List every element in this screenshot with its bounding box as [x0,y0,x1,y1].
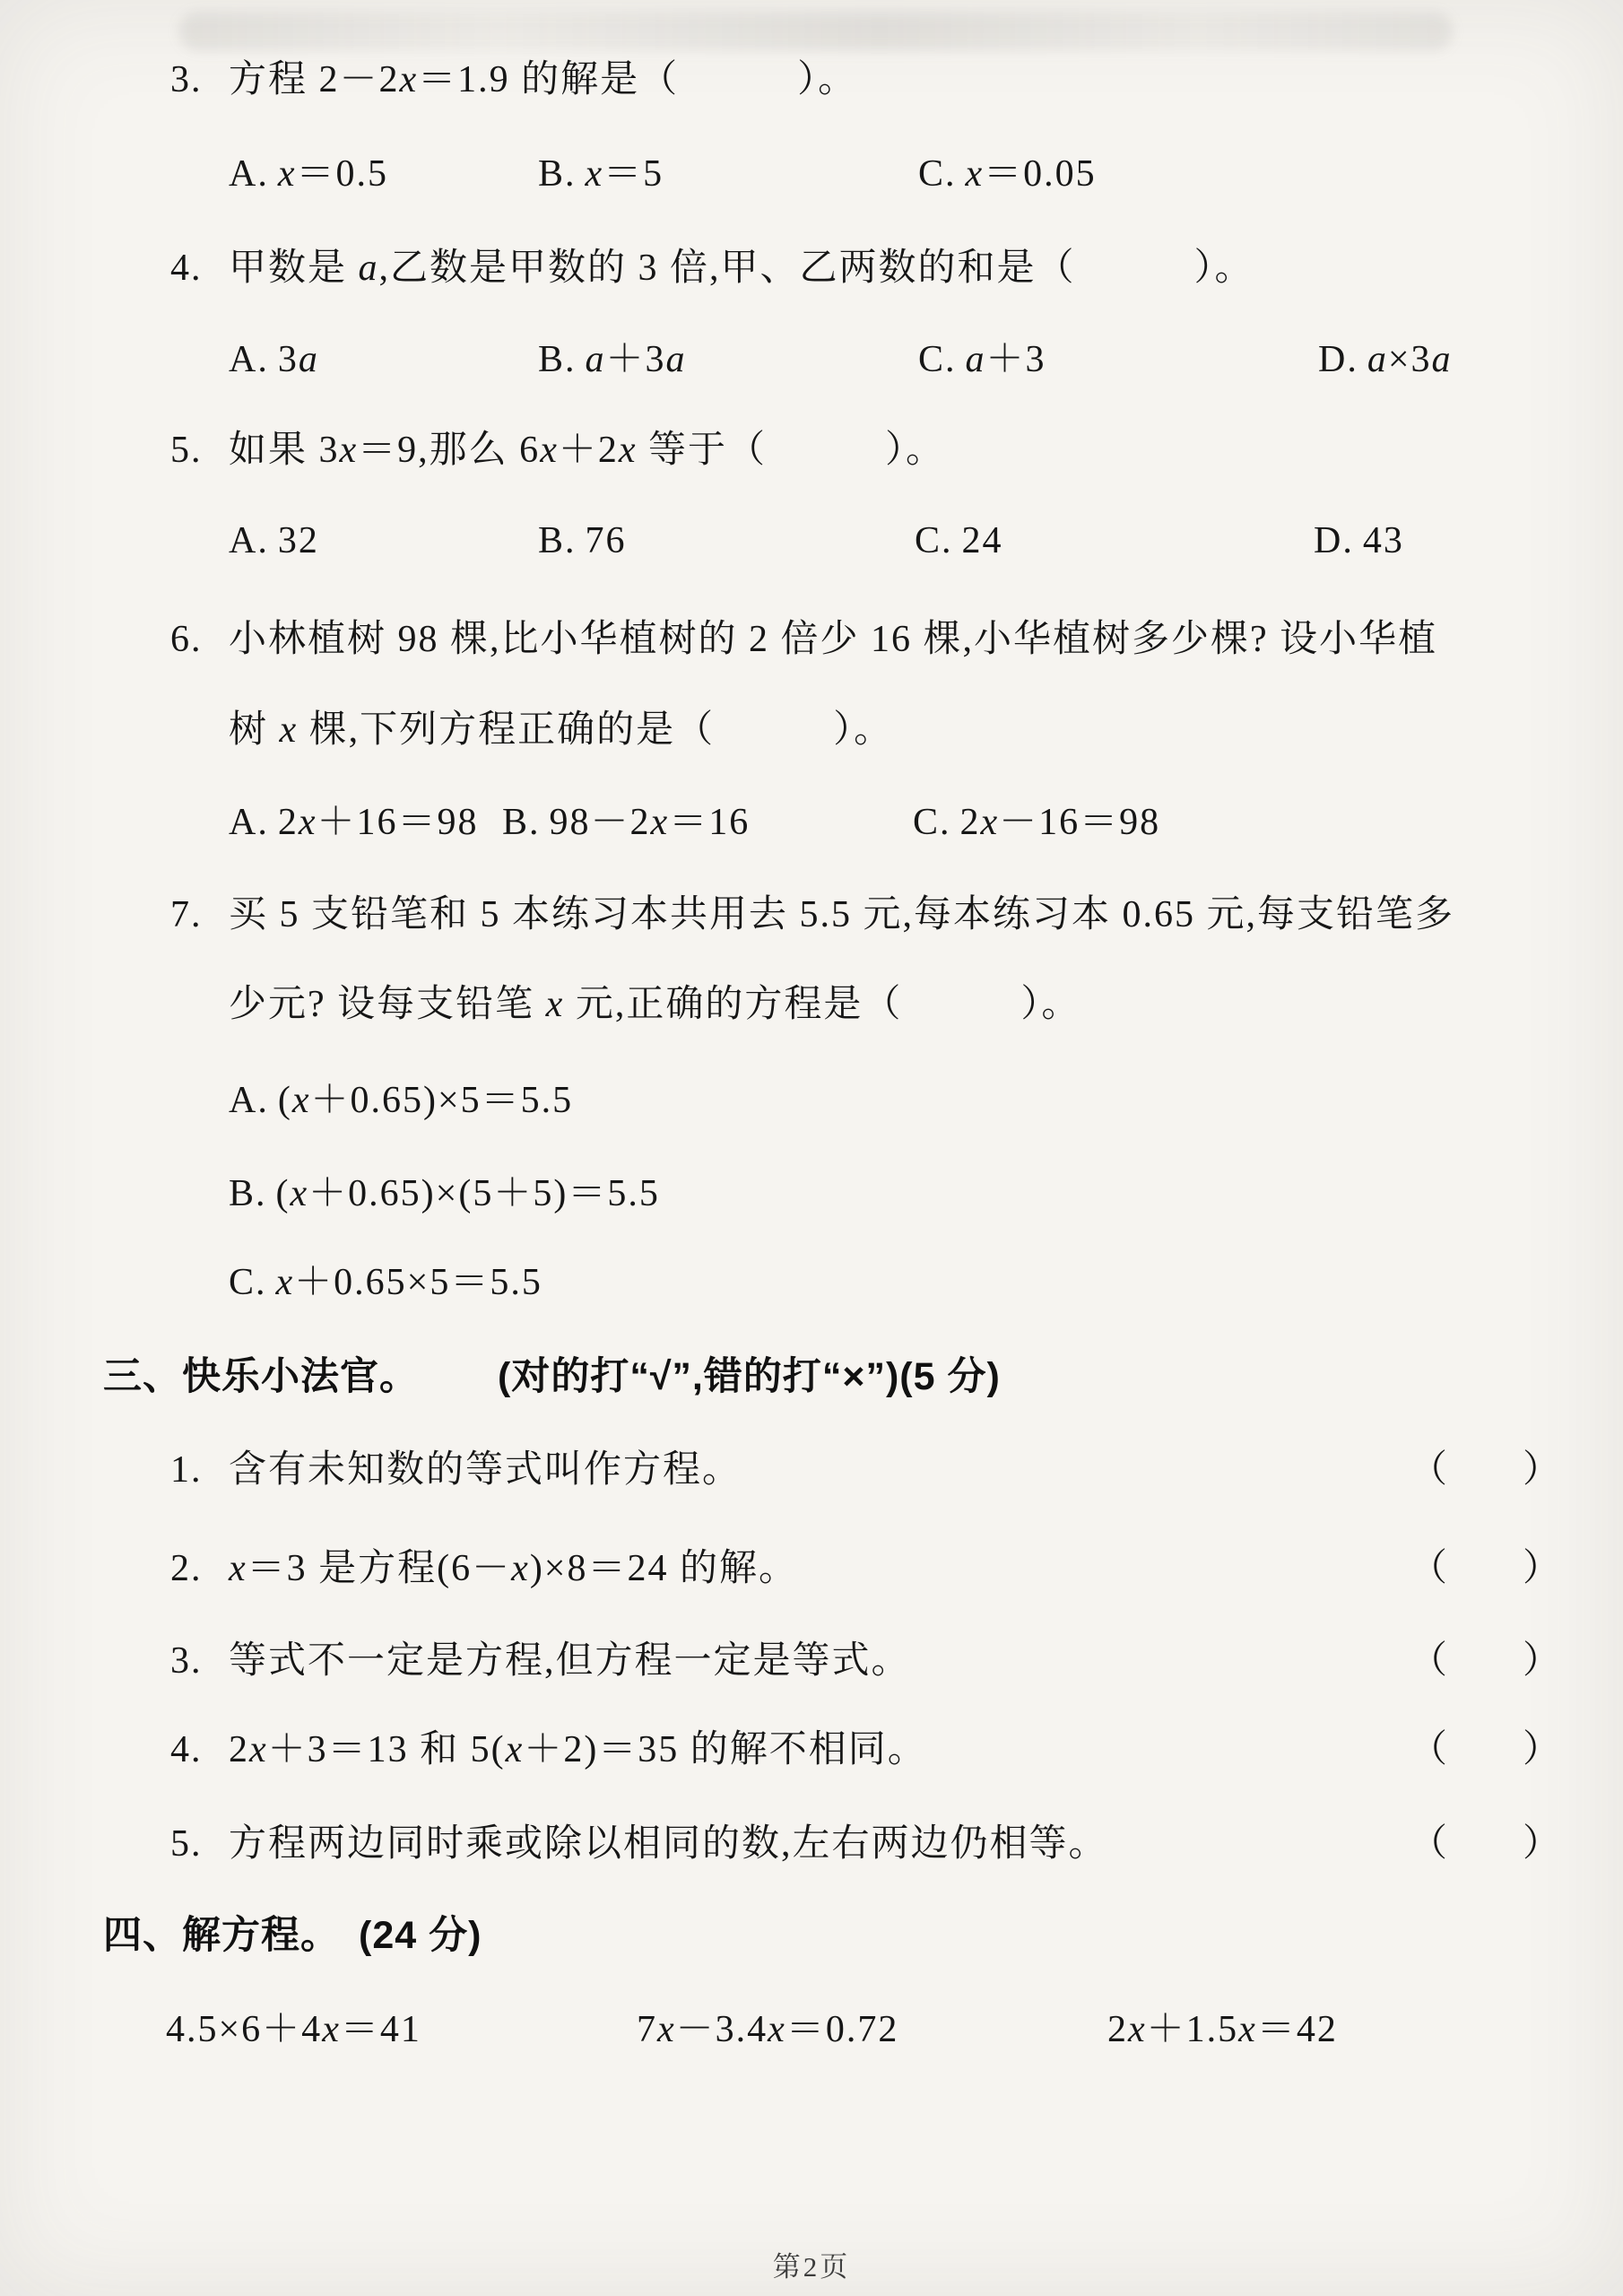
equation-1: 4.5×6＋4x＝41 [166,2009,421,2050]
item-text: 等式不一定是方程,但方程一定是等式。 [229,1640,911,1682]
question-7 [0,889,1623,941]
option-value: 3a [277,339,319,380]
question-number: 6. [170,619,203,660]
option-c [915,515,1003,567]
option-value: x＝0.5 [277,153,389,195]
option-c [913,796,1160,848]
question-6-options [0,796,1623,848]
section-note: (24 分) [359,1914,482,1957]
option-a [229,515,319,567]
option-c [918,148,1097,200]
option-c [918,334,1046,386]
judge-item-2 [0,1543,1623,1595]
item-number: 3. [170,1640,203,1682]
question-7-option-a [0,1074,1623,1126]
question-text: 甲数是 a,乙数是甲数的 3 倍,甲、乙两数的和是（ ）。 [229,248,1254,289]
question-text-line2: 树 x 棵,下列方程正确的是（ ）。 [229,709,894,751]
question-3 [0,54,1623,106]
option-label: B. [538,520,577,561]
equation-2: 7x－3.4x＝0.72 [637,2009,899,2050]
option-value: 24 [961,520,1003,561]
section-4-header [0,1909,1623,1961]
judge-item-5 [0,1818,1623,1870]
item-text: 方程两边同时乘或除以相同的数,左右两边仍相等。 [229,1823,1108,1865]
option-d [1318,334,1453,386]
option-label: A. [229,153,269,195]
question-3-options [0,148,1623,200]
option-value: x＝5 [585,153,664,195]
option-label: B. [502,802,541,843]
section-title: 四、解方程。 [103,1914,340,1957]
answer-blank: （ ） [1410,1449,1561,1491]
solve-equations [0,2004,1623,2056]
option-a [229,148,388,200]
option-b [502,796,750,848]
option-value: a＋3 [965,339,1046,380]
option-value: a×3a [1367,339,1453,380]
option-a [229,796,479,848]
item-number: 1. [170,1449,203,1491]
question-number: 4. [170,248,203,289]
option-label: C. [918,153,957,195]
item-text: 含有未知数的等式叫作方程。 [229,1449,742,1491]
question-7-option-b [0,1168,1623,1220]
question-5-options [0,515,1623,567]
option-label: C. [229,1262,267,1303]
question-6 [0,613,1623,665]
option-b [538,334,687,386]
option-value: a＋3a [585,339,687,380]
answer-blank: （ ） [1410,1729,1561,1770]
question-number: 3. [170,59,203,100]
option-label: C. [913,802,951,843]
question-4-options [0,334,1623,386]
option-label: B. [538,339,577,380]
option-value: 2x＋16＝98 [277,802,479,843]
item-number: 2. [170,1548,203,1589]
section-3-header [0,1351,1623,1403]
option-value: 76 [585,520,627,561]
option-label: A. [229,520,269,561]
answer-blank: （ ） [1410,1548,1561,1589]
option-label: B. [229,1173,267,1214]
item-text: 2x＋3＝13 和 5(x＋2)＝35 的解不相同。 [229,1729,927,1770]
option-label: D. [1318,339,1358,380]
option-value: x＝0.05 [965,153,1097,195]
page-number: 第2页 [772,2251,851,2283]
section-title: 三、快乐小法官。 [103,1355,419,1398]
answer-blank: （ ） [1410,1823,1561,1865]
question-text-line1: 小林植树 98 棵,比小华植树的 2 倍少 16 棵,小华植树多少棵? 设小华植 [229,619,1438,660]
option-value: x＋0.65×5＝5.5 [275,1262,542,1303]
judge-item-3 [0,1635,1623,1687]
equation-3: 2x＋1.5x＝42 [1107,2009,1338,2050]
option-value: 32 [277,520,319,561]
item-number: 4. [170,1729,203,1770]
question-4 [0,242,1623,294]
question-number: 7. [170,894,203,935]
question-text-line1: 买 5 支铅笔和 5 本练习本共用去 5.5 元,每本练习本 0.65 元,每支铅笔多 [229,894,1455,935]
option-value: (x＋0.65)×(5＋5)＝5.5 [275,1173,660,1214]
answer-blank: （ ） [1410,1640,1561,1682]
option-label: A. [229,1080,269,1121]
option-label: D. [1314,520,1354,561]
option-label: C. [915,520,953,561]
option-b [538,515,627,567]
scan-artifact [179,13,1453,50]
option-value: 98－2x＝16 [549,802,751,843]
question-text: 方程 2－2x＝1.9 的解是（ ）。 [229,59,858,100]
option-value: (x＋0.65)×5＝5.5 [277,1080,574,1121]
question-5 [0,424,1623,476]
option-value: 2x－16＝98 [959,802,1161,843]
option-label: A. [229,802,269,843]
option-d [1314,515,1404,567]
question-text-line2: 少元? 设每支铅笔 x 元,正确的方程是（ ）。 [229,984,1081,1025]
option-a [229,334,319,386]
question-6-line2 [0,704,1623,756]
option-b [538,148,664,200]
option-label: C. [918,339,957,380]
option-label: A. [229,339,269,380]
judge-item-1 [0,1444,1623,1496]
item-text: x＝3 是方程(6－x)×8＝24 的解。 [229,1548,798,1589]
question-7-line2 [0,978,1623,1031]
question-text: 如果 3x＝9,那么 6x＋2x 等于（ ）。 [229,430,946,471]
question-number: 5. [170,430,203,471]
section-note: (对的打“√”,错的打“×”)(5 分) [498,1355,1001,1398]
item-number: 5. [170,1823,203,1865]
option-value: 43 [1362,520,1404,561]
judge-item-4 [0,1724,1623,1776]
option-label: B. [538,153,577,195]
question-7-option-c [0,1257,1623,1309]
